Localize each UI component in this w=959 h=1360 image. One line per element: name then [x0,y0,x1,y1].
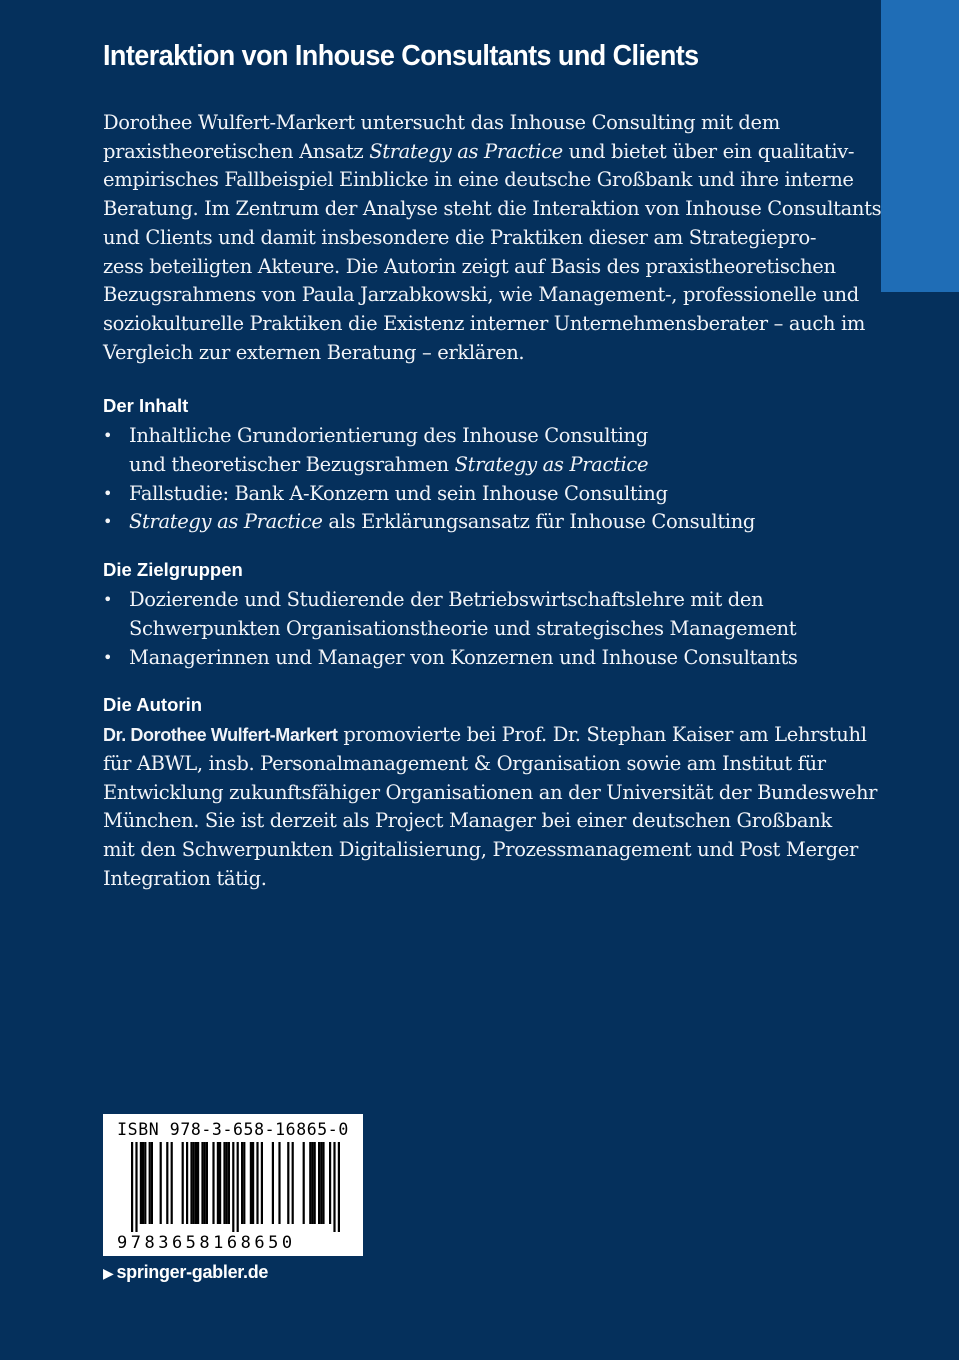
section-zielgruppen [103,559,823,672]
publisher-website [103,1262,268,1283]
list-item-line: und theoretischer Bezugsrahmen Strategy as Practice [129,453,649,477]
barcode-bar [261,1142,263,1224]
barcode-bar [303,1142,305,1224]
barcode-bar [322,1142,324,1224]
barcode-bar [309,1142,311,1224]
isbn-barcode [103,1114,363,1256]
barcode-bar [140,1142,142,1224]
ean-digits: 9783658168650 [117,1233,296,1253]
barcode-bar [182,1142,184,1224]
bio-line [103,721,867,750]
section-autorin [103,694,878,893]
bio-line: Integration tätig. [103,866,267,890]
barcode-bar [237,1142,239,1232]
intro-line: zess beteiligten Akteure. Die Autorin zeigt auf Basis des praxistheoretischen [103,254,836,278]
back-cover-content [103,40,882,893]
barcode-bar [212,1142,214,1224]
accent-tab [881,0,959,292]
barcode-bar [329,1142,331,1224]
intro-line: soziokulturelle Praktiken die Existenz interner Unternehmensberater – auch im [103,311,866,335]
list-item-line: • Managerinnen und Manager von Konzernen und Inhouse Consultants [129,645,798,669]
barcode-bar [250,1142,252,1224]
website-url: springer-gabler.de [116,1262,269,1282]
intro-line: und Clients und damit insbesondere die Praktiken dieser am Strategiepro- [103,225,817,249]
barcode-bar [272,1142,274,1224]
intro-line: praxistheoretischen Ansatz Strategy as Practice und bietet über ein qualitativ- [103,139,855,163]
barcode-bar [197,1142,199,1224]
barcode-bar [333,1142,335,1232]
section-inhalt [103,395,823,537]
list-item [103,480,823,509]
barcode-bar [287,1142,289,1224]
barcode-bar [201,1142,203,1224]
list-item-line: • Dozierende und Studierende der Betriebswirtschaftslehre mit den [129,588,764,612]
barcode-bar [241,1142,243,1224]
barcode-bar [206,1142,208,1224]
intro-line: empirisches Fallbeispiel Einblicke in eine deutsche Großbank und ihre interne [103,168,854,192]
bio-text: promovierte bei Prof. Dr. Stephan Kaiser am Lehrstuhl [337,723,867,747]
section-heading: Der Inhalt [103,395,189,417]
section-heading: Die Autorin [103,694,203,716]
barcode-bar [292,1142,294,1224]
bio-line: für ABWL, insb. Personalmanagement & Organisation sowie am Institut für [103,751,826,775]
bio-line: mit den Schwerpunkten Digitalisierung, Prozessmanagement und Post Merger [103,838,858,862]
intro-paragraph [103,109,882,367]
barcode-bar [256,1142,258,1224]
list-item-line: • Strategy as Practice als Erklärungsansatz für Inhouse Consulting [129,510,756,534]
book-title: Interaktion von Inhouse Consultants und Clients [103,40,699,72]
barcode-bar [252,1142,254,1224]
barcode-bar [278,1142,280,1224]
barcode-bar [171,1142,173,1224]
barcode-bar [193,1142,195,1224]
barcode-bar [226,1142,228,1224]
barcode-bar [243,1142,245,1224]
barcode-bar [160,1142,162,1224]
barcode-bar [314,1142,316,1224]
bio-line: München. Sie ist derzeit als Project Manager bei einer deutschen Großbank [103,809,832,833]
barcode-bar [223,1142,225,1224]
intro-line: Vergleich zur externen Beratung – erklären. [103,340,525,364]
barcode-bar [232,1142,234,1232]
list-item-line: • Inhaltliche Grundorientierung des Inhouse Consulting [129,424,648,448]
barcode-bar [131,1142,133,1232]
barcode-bar [219,1142,221,1224]
barcode-bar [228,1142,230,1224]
bullet-list [103,586,823,672]
barcode-bar [318,1142,320,1224]
list-item-line: • Fallstudie: Bank A-Konzern und sein Inhouse Consulting [129,481,668,505]
barcode-bar [144,1142,146,1224]
intro-line: Bezugsrahmens von Paula Jarzabkowski, wie Management-, professionelle und [103,283,859,307]
list-item [103,644,823,673]
isbn-number: ISBN 978-3-658-16865-0 [117,1120,349,1139]
list-item [103,586,823,643]
list-item-line: Schwerpunkten Organisationstheorie und strategisches Management [129,616,797,640]
bio-line: Entwicklung zukunftsfähiger Organisationen an der Universität der Bundeswehr [103,780,878,804]
section-heading: Die Zielgruppen [103,559,243,581]
list-item [103,508,823,537]
barcode-bar [135,1142,137,1232]
barcode-bar [338,1142,340,1232]
barcode-bar [186,1142,188,1224]
barcode-bar [195,1142,197,1224]
list-item [103,422,823,479]
bullet-list [103,422,823,537]
play-arrow-icon: ▶ [103,1265,114,1281]
barcode-bar [149,1142,151,1224]
barcode-bar [151,1142,153,1224]
intro-line: Beratung. Im Zentrum der Analyse steht die Interaktion von Inhouse Consultants [103,197,882,221]
author-name: Dr. Dorothee Wulfert-Markert [103,725,338,746]
barcode-bar [142,1142,144,1224]
barcode-bars [103,1142,363,1234]
barcode-bar [311,1142,313,1224]
barcode-bar [204,1142,206,1224]
barcode-bar [217,1142,219,1224]
barcode-bar [166,1142,168,1224]
author-bio [103,721,878,893]
barcode-bar [320,1142,322,1224]
intro-line: Dorothee Wulfert-Markert untersucht das Inhouse Consulting mit dem [103,111,780,134]
barcode-bar [190,1142,192,1224]
